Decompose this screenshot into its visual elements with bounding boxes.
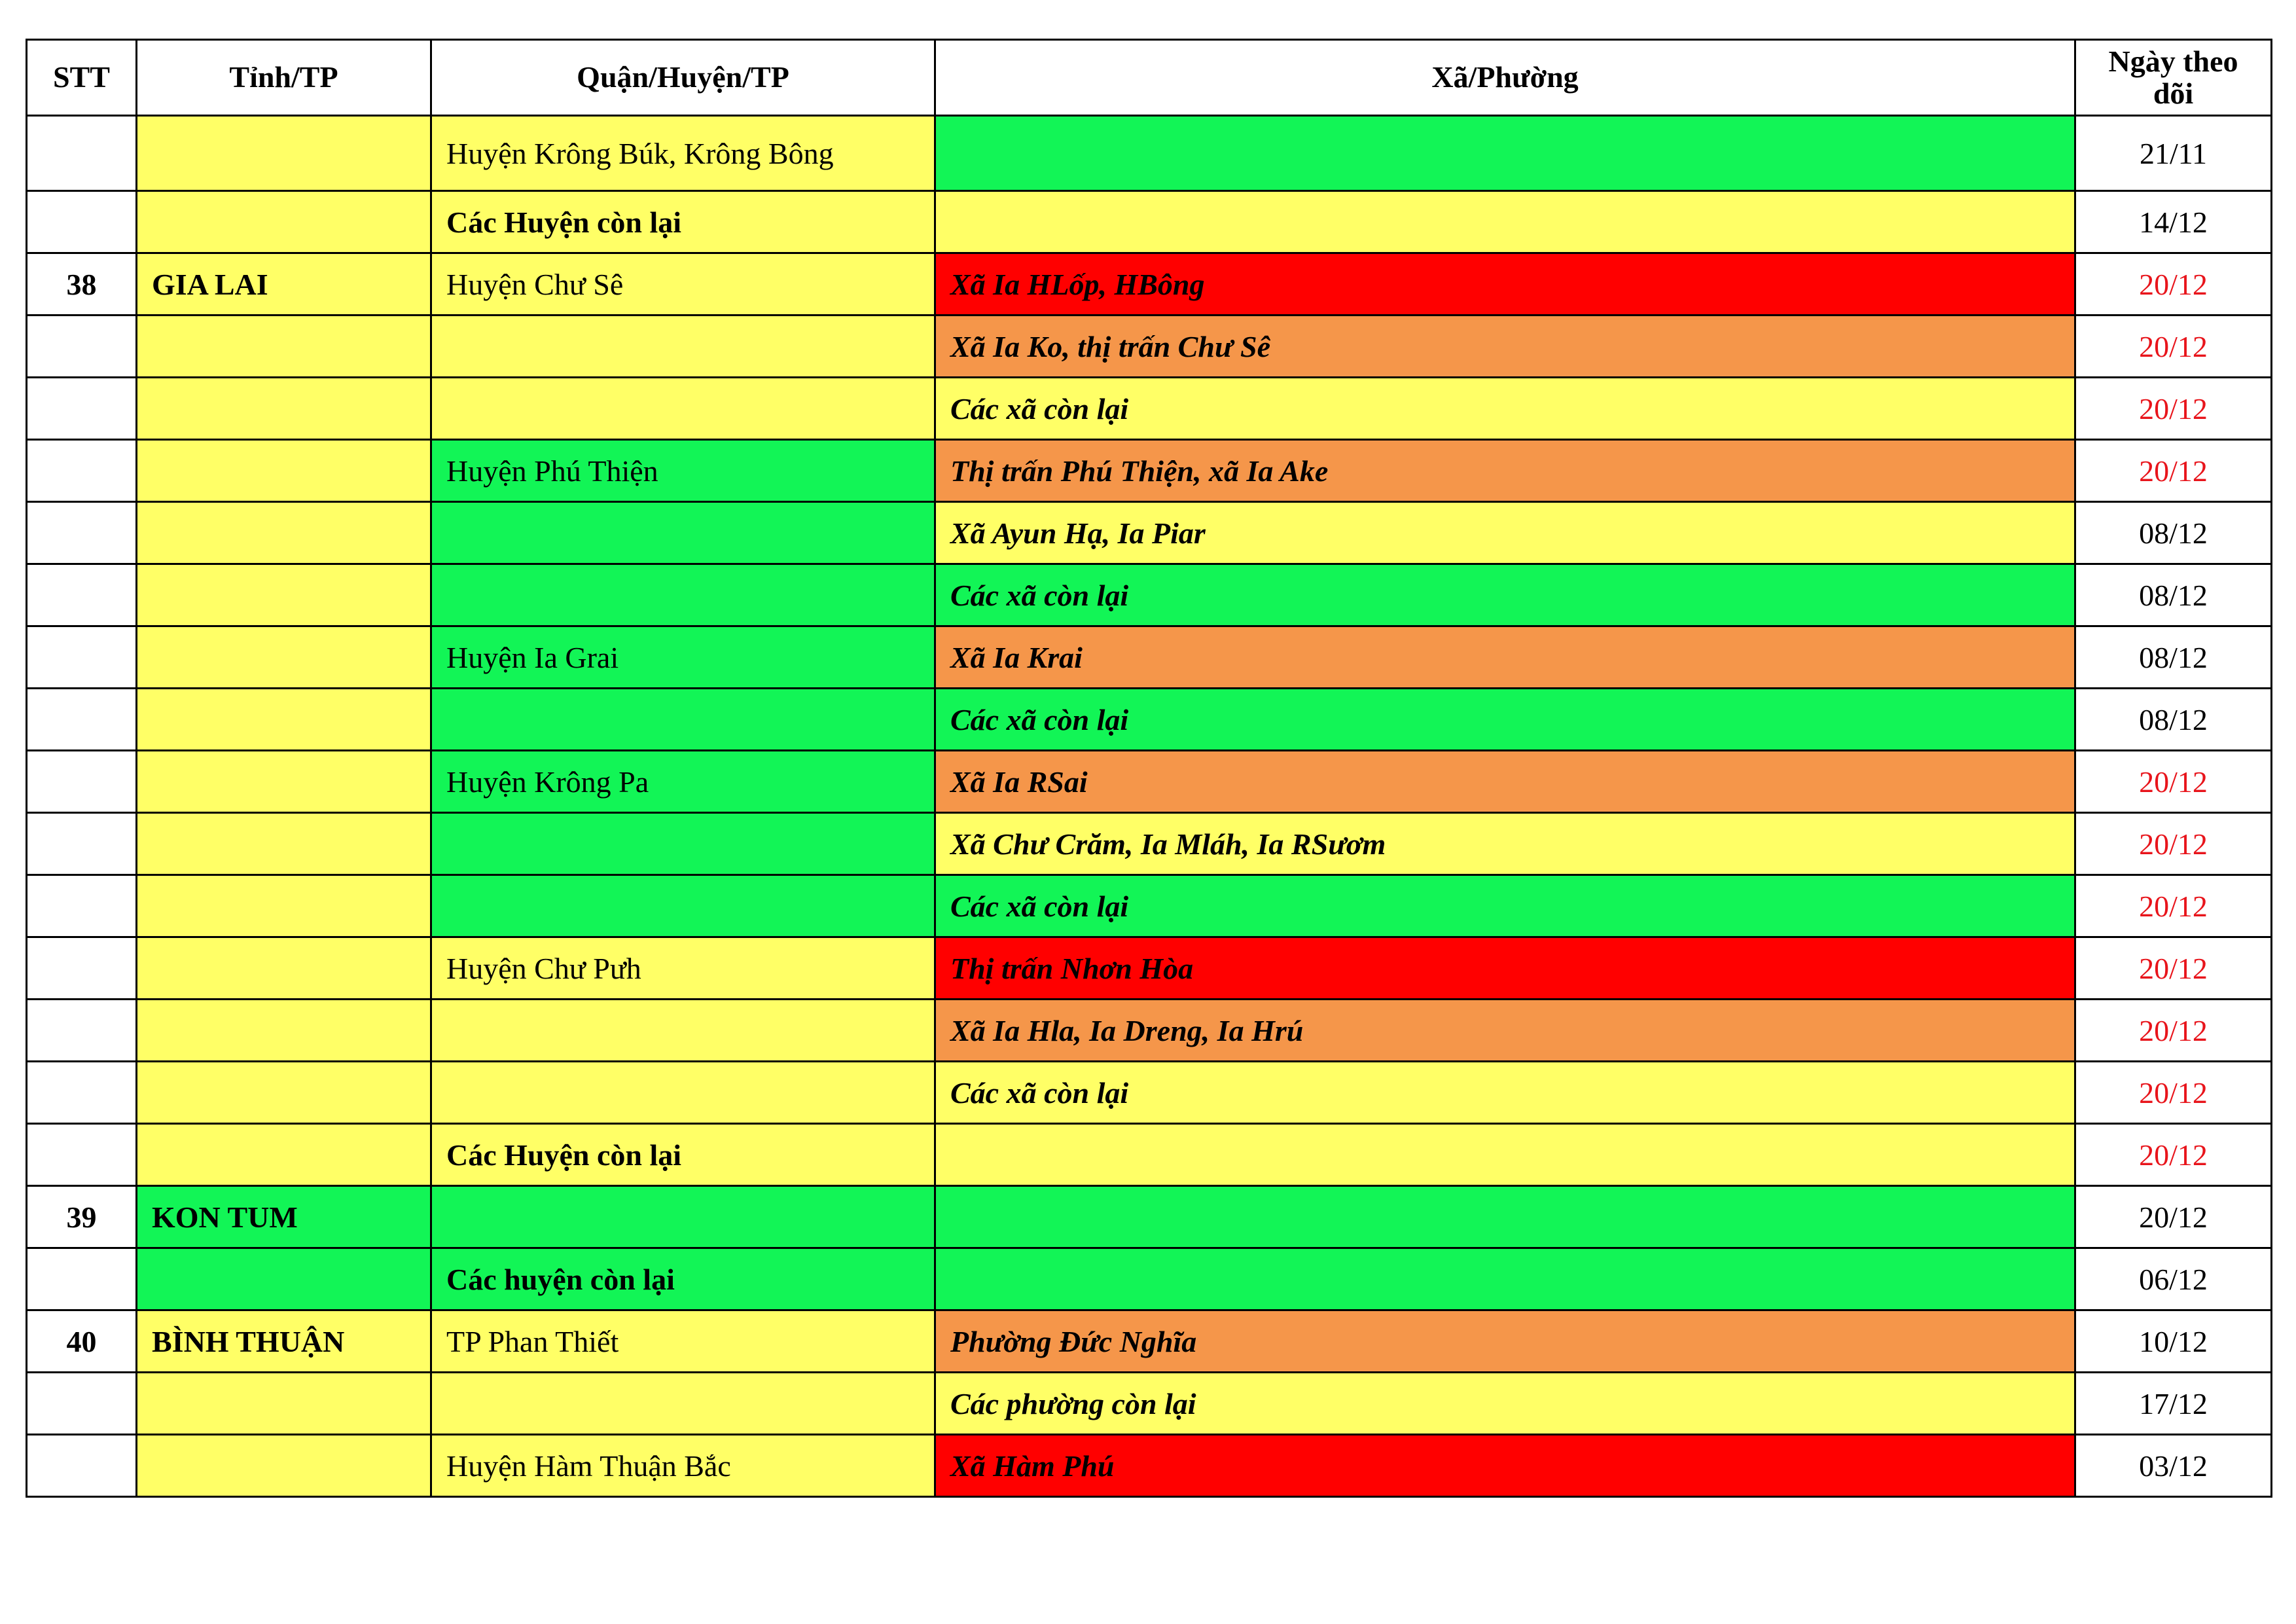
table-row: [27, 316, 2272, 378]
stt-cell: [27, 378, 137, 440]
district-cell: Huyện Chư Pưh: [431, 937, 935, 1000]
date-cell: 20/12: [2075, 378, 2272, 440]
stt-cell: 38: [27, 253, 137, 316]
district-cell: Các Huyện còn lại: [431, 191, 935, 253]
table-header-row: [27, 40, 2272, 116]
province-cell: [137, 191, 431, 253]
province-cell: [137, 813, 431, 875]
table-row: [27, 937, 2272, 1000]
ward-cell: Xã Ia Krai: [935, 626, 2075, 689]
province-cell: [137, 1248, 431, 1310]
date-cell: 17/12: [2075, 1373, 2272, 1435]
date-cell: 20/12: [2075, 813, 2272, 875]
province-cell: BÌNH THUẬN: [137, 1310, 431, 1373]
ward-cell: Thị trấn Phú Thiện, xã Ia Ake: [935, 440, 2075, 502]
ward-cell: [935, 1124, 2075, 1186]
table-row: [27, 1000, 2272, 1062]
province-cell: [137, 316, 431, 378]
district-cell: TP Phan Thiết: [431, 1310, 935, 1373]
province-cell: [137, 502, 431, 564]
ward-cell: Các xã còn lại: [935, 875, 2075, 937]
ward-cell: Xã Chư Crăm, Ia Mláh, Ia RSươm: [935, 813, 2075, 875]
stt-cell: 40: [27, 1310, 137, 1373]
ward-cell: [935, 116, 2075, 191]
stt-cell: [27, 1062, 137, 1124]
district-cell: Huyện Krông Búk, Krông Bông: [431, 116, 935, 191]
stt-cell: [27, 116, 137, 191]
epidemic-level-table: [26, 39, 2272, 1498]
province-cell: [137, 116, 431, 191]
province-cell: [137, 1373, 431, 1435]
district-cell: [431, 502, 935, 564]
ward-cell: Xã Ia HLốp, HBông: [935, 253, 2075, 316]
ward-cell: Xã Ayun Hạ, Ia Piar: [935, 502, 2075, 564]
stt-cell: [27, 937, 137, 1000]
province-cell: [137, 1124, 431, 1186]
stt-cell: [27, 1373, 137, 1435]
province-cell: [137, 626, 431, 689]
district-cell: [431, 1186, 935, 1248]
stt-cell: [27, 689, 137, 751]
district-cell: [431, 813, 935, 875]
stt-cell: [27, 316, 137, 378]
province-cell: [137, 875, 431, 937]
table-row: [27, 191, 2272, 253]
date-cell: 20/12: [2075, 1000, 2272, 1062]
province-cell: [137, 937, 431, 1000]
district-cell: Huyện Ia Grai: [431, 626, 935, 689]
table-row: [27, 253, 2272, 316]
date-cell: 20/12: [2075, 875, 2272, 937]
stt-cell: [27, 1124, 137, 1186]
date-cell: 20/12: [2075, 937, 2272, 1000]
ward-cell: [935, 1248, 2075, 1310]
ward-cell: Xã Ia RSai: [935, 751, 2075, 813]
header-district: Quận/Huyện/TP: [431, 40, 935, 116]
date-cell: 20/12: [2075, 440, 2272, 502]
stt-cell: [27, 502, 137, 564]
ward-cell: Xã Ia Ko, thị trấn Chư Sê: [935, 316, 2075, 378]
table-row: [27, 378, 2272, 440]
table-row: [27, 1310, 2272, 1373]
district-cell: [431, 1000, 935, 1062]
header-date: Ngày theo dõi: [2075, 40, 2272, 116]
date-cell: 08/12: [2075, 626, 2272, 689]
table-row: [27, 751, 2272, 813]
district-cell: Huyện Chư Sê: [431, 253, 935, 316]
province-cell: [137, 564, 431, 626]
stt-cell: [27, 1000, 137, 1062]
table-row: [27, 1435, 2272, 1497]
table-row: [27, 1062, 2272, 1124]
district-cell: Huyện Hàm Thuận Bắc: [431, 1435, 935, 1497]
district-cell: Các huyện còn lại: [431, 1248, 935, 1310]
date-cell: 20/12: [2075, 316, 2272, 378]
ward-cell: [935, 1186, 2075, 1248]
date-cell: 20/12: [2075, 1062, 2272, 1124]
district-cell: Huyện Krông Pa: [431, 751, 935, 813]
ward-cell: Xã Ia Hla, Ia Dreng, Ia Hrú: [935, 1000, 2075, 1062]
table-row: [27, 502, 2272, 564]
table-row: [27, 1248, 2272, 1310]
province-cell: [137, 1062, 431, 1124]
date-cell: 14/12: [2075, 191, 2272, 253]
ward-cell: Thị trấn Nhơn Hòa: [935, 937, 2075, 1000]
date-cell: 21/11: [2075, 116, 2272, 191]
table-row: [27, 564, 2272, 626]
stt-cell: [27, 1435, 137, 1497]
district-cell: Các Huyện còn lại: [431, 1124, 935, 1186]
district-cell: [431, 1373, 935, 1435]
province-cell: KON TUM: [137, 1186, 431, 1248]
date-cell: 08/12: [2075, 689, 2272, 751]
stt-cell: [27, 191, 137, 253]
ward-cell: Phường Đức Nghĩa: [935, 1310, 2075, 1373]
ward-cell: Xã Hàm Phú: [935, 1435, 2075, 1497]
table-row: [27, 626, 2272, 689]
stt-cell: [27, 626, 137, 689]
province-cell: [137, 689, 431, 751]
table-row: [27, 1124, 2272, 1186]
date-cell: 03/12: [2075, 1435, 2272, 1497]
table-row: [27, 813, 2272, 875]
district-cell: [431, 316, 935, 378]
table-row: [27, 440, 2272, 502]
table-row: [27, 875, 2272, 937]
district-cell: [431, 564, 935, 626]
ward-cell: [935, 191, 2075, 253]
date-cell: 08/12: [2075, 502, 2272, 564]
stt-cell: [27, 751, 137, 813]
date-cell: 06/12: [2075, 1248, 2272, 1310]
stt-cell: [27, 875, 137, 937]
district-cell: [431, 378, 935, 440]
header-stt: STT: [27, 40, 137, 116]
table-row: [27, 689, 2272, 751]
ward-cell: Các phường còn lại: [935, 1373, 2075, 1435]
ward-cell: Các xã còn lại: [935, 564, 2075, 626]
date-cell: 20/12: [2075, 751, 2272, 813]
table-row: [27, 1373, 2272, 1435]
header-province: Tỉnh/TP: [137, 40, 431, 116]
date-cell: 20/12: [2075, 1186, 2272, 1248]
stt-cell: 39: [27, 1186, 137, 1248]
district-cell: [431, 689, 935, 751]
province-cell: [137, 1000, 431, 1062]
district-cell: [431, 1062, 935, 1124]
ward-cell: Các xã còn lại: [935, 689, 2075, 751]
date-cell: 10/12: [2075, 1310, 2272, 1373]
date-cell: 20/12: [2075, 1124, 2272, 1186]
district-cell: [431, 875, 935, 937]
stt-cell: [27, 440, 137, 502]
ward-cell: Các xã còn lại: [935, 378, 2075, 440]
stt-cell: [27, 813, 137, 875]
table-row: [27, 116, 2272, 191]
province-cell: [137, 1435, 431, 1497]
header-ward: Xã/Phường: [935, 40, 2075, 116]
date-cell: 08/12: [2075, 564, 2272, 626]
ward-cell: Các xã còn lại: [935, 1062, 2075, 1124]
table-row: [27, 1186, 2272, 1248]
district-cell: Huyện Phú Thiện: [431, 440, 935, 502]
date-cell: 20/12: [2075, 253, 2272, 316]
province-cell: [137, 440, 431, 502]
stt-cell: [27, 564, 137, 626]
province-cell: GIA LAI: [137, 253, 431, 316]
province-cell: [137, 751, 431, 813]
stt-cell: [27, 1248, 137, 1310]
province-cell: [137, 378, 431, 440]
